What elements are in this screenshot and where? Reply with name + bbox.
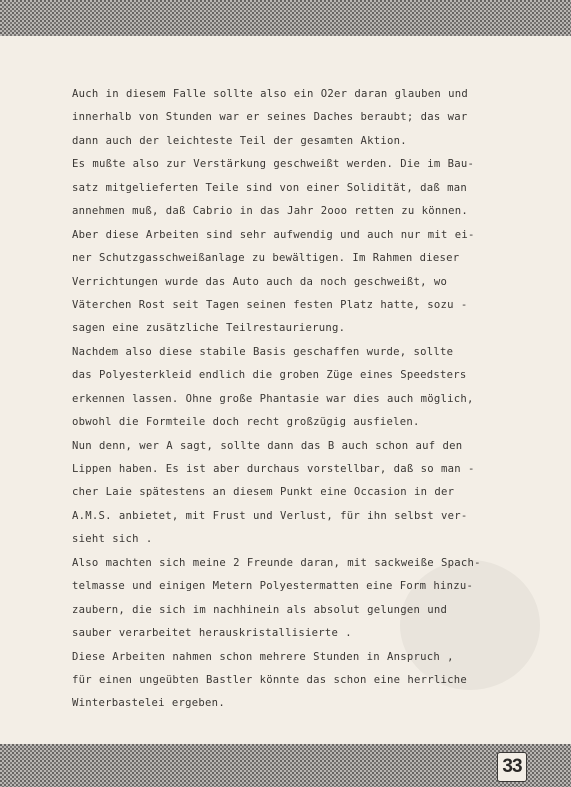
text-line: ner Schutzgasschweißanlage zu bewältigen. Im Rahmen dieser <box>72 252 460 265</box>
text-line: Verrichtungen wurde das Auto auch da noch geschweißt, wo <box>72 275 448 288</box>
text-line: erkennen lassen. Ohne große Phantasie war dies auch möglich, <box>72 392 474 405</box>
text-line: cher Laie spätestens an diesem Punkt eine Occasion in der <box>72 486 455 499</box>
text-line: sieht sich . <box>72 533 153 546</box>
text-line: Also machten sich meine 2 Freunde daran, mit sackweiße Spach- <box>72 556 481 569</box>
text-line: Es mußte also zur Verstärkung geschweißt werden. Die im Bau- <box>72 158 475 171</box>
text-line: sauber verarbeitet herauskristallisierte . <box>72 627 352 640</box>
text-line: innerhalb von Stunden war er seines Daches beraubt; das war <box>72 111 468 124</box>
text-line: für einen ungeübten Bastler könnte das schon eine herrliche <box>72 673 468 686</box>
text-line: Winterbastelei ergeben. <box>72 697 225 710</box>
typewritten-body-text <box>72 83 542 716</box>
text-line: A.M.S. anbietet, mit Frust und Verlust, für ihn selbst ver- <box>72 509 468 522</box>
text-line: satz mitgelieferten Teile sind von einer Solidität, daß man <box>72 181 468 194</box>
text-line: Lippen haben. Es ist aber durchaus vorstellbar, daß so man - <box>72 463 475 475</box>
text-line: zaubern, die sich im nachhinein als absolut gelungen und <box>72 603 448 616</box>
text-line: obwohl die Formteile doch recht großzügig ausfielen. <box>72 416 420 429</box>
text-line: telmasse und einigen Metern Polyestermatten eine Form hinzu- <box>72 580 474 593</box>
text-line: Auch in diesem Falle sollte also ein O2er daran glauben und <box>72 88 469 100</box>
text-line: das Polyesterkleid endlich die groben Züge eines Speedsters <box>72 369 467 382</box>
bottom-halftone-band <box>0 744 571 787</box>
text-line: dann auch der leichteste Teil der gesamten Aktion. <box>72 134 407 147</box>
text-line: Aber diese Arbeiten sind sehr aufwendig und auch nur mit ei- <box>72 228 475 241</box>
top-halftone-band <box>0 0 571 36</box>
text-line: Väterchen Rost seit Tagen seinen festen Platz hatte, sozu - <box>72 298 468 311</box>
text-line: sagen eine zusätzliche Teilrestaurierung. <box>72 322 346 335</box>
text-line: annehmen muß, daß Cabrio in das Jahr 2ooo retten zu können. <box>72 205 469 218</box>
text-line: Diese Arbeiten nahmen schon mehrere Stunden in Anspruch , <box>72 650 454 663</box>
page-number: 33 <box>497 752 527 782</box>
text-line: Nachdem also diese stabile Basis geschaffen wurde, sollte <box>72 345 454 358</box>
text-line: Nun denn, wer A sagt, sollte dann das B auch schon auf den <box>72 439 463 452</box>
